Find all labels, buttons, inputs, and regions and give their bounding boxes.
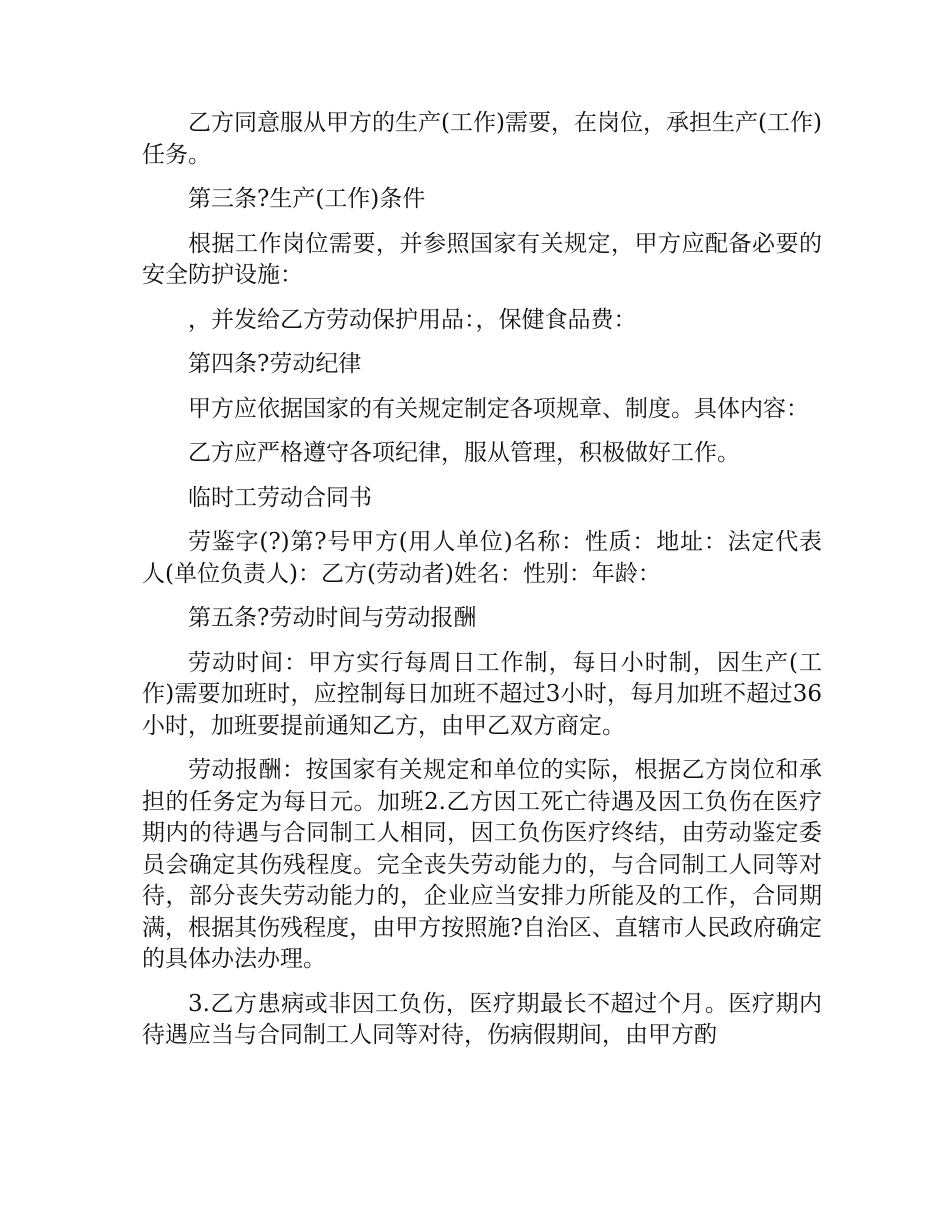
heading-article-4: 第四条?劳动纪律 <box>188 351 362 377</box>
heading-article-5: 第五条?劳动时间与劳动报酬 <box>188 605 477 631</box>
paragraph-discipline: 乙方应严格遵守各项纪律，服从管理，积极做好工作。 <box>188 440 740 466</box>
paragraph-sick-leave: 3.乙方患病或非因工负伤，医疗期最长不超过个月。医疗期内待遇应当与合同制工人同等对待，伤病假期间，由甲方酌 <box>142 990 822 1048</box>
heading-article-3: 第三条?生产(工作)条件 <box>188 186 426 212</box>
heading-contract-title: 临时工劳动合同书 <box>188 484 372 511</box>
paragraph-assignment: 乙方同意服从甲方的生产(工作)需要，在岗位，承担生产(工作)任务。 <box>142 110 822 168</box>
paragraph-rules: 甲方应依据国家的有关规定制定各项规章、制度。具体内容： <box>188 395 809 422</box>
paragraph-parties: 劳鉴字(?)第?号甲方(用人单位)名称：性质：地址：法定代表人(单位负责人)：乙方(劳动者)姓名：性别：年龄： <box>142 529 822 587</box>
document-page <box>142 108 822 1065</box>
paragraph-protective-supplies: ，并发给乙方劳动保护用品：，保健食品费： <box>188 306 637 333</box>
paragraph-remuneration: 劳动报酬：按国家有关规定和单位的实际，根据乙方岗位和承担的任务定为每日元。加班2.乙方因工死亡待遇及因工负伤在医疗期内的待遇与合同制工人相同，因工负伤医疗终结，由劳动鉴定委员会确定其伤残程度。完全丧失劳动能力的，与合同制工人同等对待，部分丧失劳动能力的，企业应当安排力所能及的工作，合同期满，根据其伤残程度，由甲方按照施?自治区、直辖市人民政府确定的具体办法办理。 <box>142 757 822 972</box>
paragraph-working-hours: 劳动时间：甲方实行每周日工作制，每日小时制，因生产(工作)需要加班时，应控制每日加班不超过3小时，每月加班不超过36小时，加班要提前通知乙方，由甲乙双方商定。 <box>142 649 822 739</box>
paragraph-safety-facilities: 根据工作岗位需要，并参照国家有关规定，甲方应配备必要的安全防护设施： <box>142 230 822 288</box>
